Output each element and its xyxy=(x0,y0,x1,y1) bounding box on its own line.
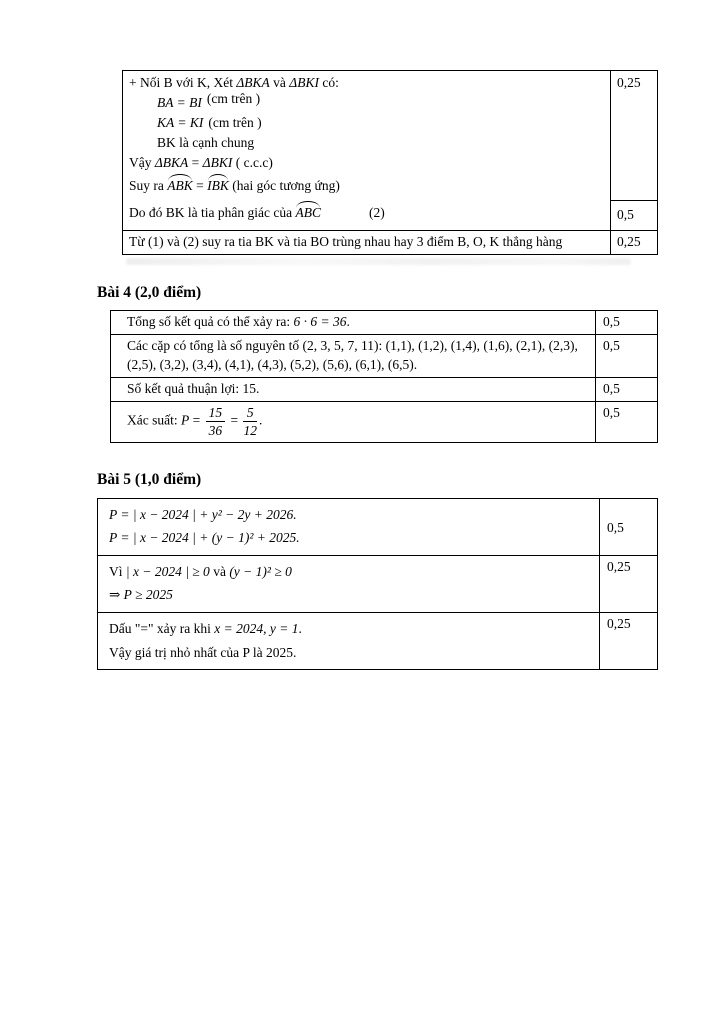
score-cell: 0,25 xyxy=(617,75,641,90)
text-segment: . xyxy=(298,621,302,637)
table-row xyxy=(98,498,658,555)
text-segment: Suy ra xyxy=(129,178,168,194)
text-segment: Xác suất: xyxy=(127,412,181,428)
angle-ibk: IBK xyxy=(207,174,229,195)
answer-cell: Số kết quả thuận lợi: 15. xyxy=(111,377,596,401)
text-segment: có: xyxy=(318,75,339,90)
text-segment: Tổng số kết quả có thể xảy ra: xyxy=(127,314,294,330)
fraction-numerator: 15 xyxy=(206,405,226,422)
proof-line-7 xyxy=(129,201,602,222)
table-row xyxy=(111,335,658,377)
answer-cell xyxy=(98,498,600,555)
text-segment: . xyxy=(346,314,350,330)
table-row xyxy=(111,311,658,335)
angle-abc: ABC xyxy=(295,201,321,222)
proof-line-2 xyxy=(157,91,602,112)
text-segment: và xyxy=(269,75,290,90)
proof-note: (cm trên ) xyxy=(208,115,262,131)
fraction-denominator: 36 xyxy=(208,422,223,438)
page-content xyxy=(97,70,658,670)
text-segment: . xyxy=(258,412,263,428)
math-line: P = | x − 2024 | + (y − 1)² + 2025. xyxy=(109,530,300,546)
math-triangle-bka: ΔBKA xyxy=(236,75,270,90)
math-line: ⇒ P ≥ 2025 xyxy=(109,587,173,603)
math-p-var: P xyxy=(180,412,190,428)
answer-cell xyxy=(98,613,600,670)
math-ka-ki: KA = KI xyxy=(157,115,204,131)
text-segment: = xyxy=(192,178,208,194)
math-triangle-bka: ΔBKA xyxy=(154,155,189,171)
text-segment: + Nối B với K, Xét xyxy=(129,75,237,90)
proof-line-3 xyxy=(157,114,602,132)
conclusion-cell: Từ (1) và (2) suy ra tia BK và tia BO trùng nhau hay 3 điểm B, O, K thẳng hàng xyxy=(123,230,611,254)
math-ba-bi: BA = BI xyxy=(157,95,202,111)
math-abs-x: | x − 2024 | ≥ 0 xyxy=(125,563,210,579)
proof-line-1 xyxy=(129,74,602,92)
score-cell: 0,25 xyxy=(611,230,657,254)
text-segment: (hai góc tương ứng) xyxy=(228,178,340,194)
table-row xyxy=(111,401,658,442)
text-segment: Vậy xyxy=(129,155,155,171)
bai4-heading: Bài 4 (2,0 điểm) xyxy=(97,283,202,301)
score-cell: 0,25 xyxy=(600,555,658,612)
math-6x6: 6 · 6 = 36 xyxy=(293,314,347,330)
math-triangle-bki: ΔBKI xyxy=(202,155,233,171)
text-segment: BK là cạnh chung xyxy=(157,135,255,151)
math-y-sq: (y − 1)² ≥ 0 xyxy=(229,563,292,579)
score-cell: 0,5 xyxy=(596,335,658,377)
text-segment: và xyxy=(209,563,230,579)
bai4-table xyxy=(110,310,658,443)
fraction-numerator: 5 xyxy=(243,405,257,422)
bai5-table xyxy=(97,498,658,671)
text-segment: ( c.c.c) xyxy=(232,155,273,171)
bai5-heading: Bài 5 (1,0 điểm) xyxy=(97,470,202,488)
math-x-y-values: x = 2024, y = 1 xyxy=(214,621,299,637)
math-line xyxy=(109,561,591,583)
table-row xyxy=(98,555,658,612)
table-row xyxy=(98,613,658,670)
proof-steps-cell xyxy=(123,71,611,230)
fraction-denominator: 12 xyxy=(243,422,257,438)
text-segment: Do đó BK là tia phân giác của xyxy=(129,205,296,221)
proof-line-6 xyxy=(129,174,602,195)
answer-cell xyxy=(111,311,596,335)
proof-table-wrap xyxy=(122,70,658,265)
page-bleed-artifact xyxy=(126,258,631,265)
score-cell: 0,5 xyxy=(596,311,658,335)
score-cell: 0,25 xyxy=(600,613,658,670)
text-line: Vậy giá trị nhỏ nhất của P là 2025. xyxy=(109,644,297,660)
score-cell: 0,5 xyxy=(611,200,657,230)
proof-note: (cm trên ) xyxy=(206,91,261,107)
text-segment: = xyxy=(227,412,242,428)
answer-cell xyxy=(111,401,596,442)
math-line xyxy=(109,618,591,640)
fraction xyxy=(243,405,257,438)
text-segment: = xyxy=(189,412,204,428)
math-triangle-bki: ΔBKI xyxy=(289,75,319,90)
answer-cell: Các cặp có tổng là số nguyên tố (2, 3, 5, 7, 11): (1,1), (1,2), (1,4), (1,6), (2,1), (2,3), (2,5), (3,2), (3,4), (4,1), (4,3), (5,2), (5,6), (6,1), (6,5). xyxy=(111,335,596,377)
text-segment: Vì xyxy=(109,563,126,579)
text-segment: = xyxy=(188,155,203,171)
answer-cell xyxy=(98,555,600,612)
equation-ref-2: (2) xyxy=(368,205,385,221)
proof-line-5 xyxy=(129,154,602,172)
proof-table xyxy=(122,70,658,255)
proof-line-4 xyxy=(157,134,602,152)
angle-abk: ABK xyxy=(167,174,193,195)
score-cell: 0,5 xyxy=(600,498,658,555)
table-row xyxy=(111,377,658,401)
score-cell: 0,5 xyxy=(596,377,658,401)
fraction xyxy=(206,405,226,438)
text-segment: Dấu "=" xảy ra khi xyxy=(109,621,215,637)
math-line: P = | x − 2024 | + y² − 2y + 2026. xyxy=(109,506,297,522)
score-cell: 0,5 xyxy=(596,401,658,442)
